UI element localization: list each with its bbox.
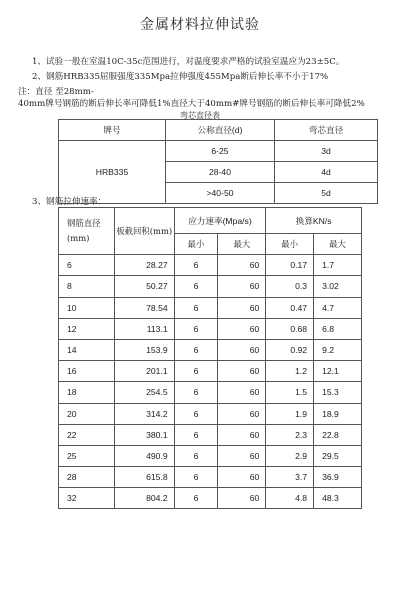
t2-cell-area: 254.5 [114,382,174,403]
t2-cell-area: 78.54 [114,297,174,318]
t2-cell-area: 615.8 [114,467,174,488]
t2-header-diameter: 钢筋直径(mm) [59,208,115,255]
table-row [59,361,362,382]
t2-cell-kn-max: 15.3 [314,382,362,403]
t2-header-stress-rate: 应力速率(Mpa/s) [174,208,266,234]
t2-cell-diameter: 25 [59,445,115,466]
t2-header-min: 最小 [266,234,314,255]
t2-cell-rate-max: 60 [218,445,266,466]
t1-range: 28-40 [166,162,275,183]
table-row [59,488,362,509]
t1-mandrel: 5d [275,183,378,204]
t2-cell-rate-min: 6 [174,445,218,466]
t1-header-mandrel: 弯芯直径 [275,120,378,141]
t1-mandrel: 3d [275,141,378,162]
t2-cell-rate-max: 60 [218,424,266,445]
t2-cell-kn-min: 1.2 [266,361,314,382]
t2-cell-rate-max: 60 [218,276,266,297]
table1-caption: 弯芯直径表 [180,111,220,120]
t2-cell-diameter: 18 [59,382,115,403]
t2-cell-kn-min: 0.92 [266,339,314,360]
t2-cell-kn-max: 36.9 [314,467,362,488]
t2-cell-area: 314.2 [114,403,174,424]
t2-cell-area: 50.27 [114,276,174,297]
t1-range: >40-50 [166,183,275,204]
t2-cell-area: 153.9 [114,339,174,360]
t2-cell-kn-min: 0.3 [266,276,314,297]
t2-cell-rate-max: 60 [218,403,266,424]
t1-grade: HRB335 [59,141,166,204]
t2-cell-rate-max: 60 [218,318,266,339]
t2-cell-rate-max: 60 [218,339,266,360]
t2-cell-kn-min: 2.3 [266,424,314,445]
table-row [59,382,362,403]
t2-cell-kn-min: 1.5 [266,382,314,403]
t2-cell-rate-min: 6 [174,467,218,488]
t2-cell-kn-max: 6.8 [314,318,362,339]
t2-cell-kn-min: 0.17 [266,255,314,276]
table-row [59,297,362,318]
t2-header-area: 板截回积(mm) [114,208,174,255]
t2-cell-diameter: 6 [59,255,115,276]
t2-header-max: 最大 [314,234,362,255]
t1-range: 6-25 [166,141,275,162]
t2-cell-kn-min: 0.68 [266,318,314,339]
t2-cell-kn-min: 0.47 [266,297,314,318]
t2-cell-kn-max: 48.3 [314,488,362,509]
t2-cell-kn-min: 2.9 [266,445,314,466]
t2-cell-rate-max: 60 [218,382,266,403]
t2-cell-kn-max: 9.2 [314,339,362,360]
t1-header-diameter: 公称直径(d) [166,120,275,141]
t2-cell-diameter: 12 [59,318,115,339]
t2-cell-kn-max: 18.9 [314,403,362,424]
mandrel-diameter-table [58,119,378,204]
note-hrb335: 2、钢筋HRB335屈服强度335Mpa拉伸强度455Mpa断后伸长率不小于17% [32,72,329,82]
t2-cell-rate-min: 6 [174,318,218,339]
t1-mandrel: 4d [275,162,378,183]
page-title: 金属材料拉伸试验 [140,17,260,33]
note-diameter: 注：直径 至28mm- [18,87,94,97]
t2-cell-diameter: 16 [59,361,115,382]
t2-cell-diameter: 10 [59,297,115,318]
table-row [59,339,362,360]
t2-cell-kn-max: 4.7 [314,297,362,318]
t2-cell-kn-min: 4.8 [266,488,314,509]
table-row [59,318,362,339]
note-elongation: 40mm牌号钢筋的断后伸长率可降低1%直径大于40mm#牌号钢筋的断后伸长率可降低2% [18,99,365,109]
t2-cell-rate-min: 6 [174,255,218,276]
t2-cell-rate-max: 60 [218,297,266,318]
t2-cell-rate-min: 6 [174,339,218,360]
table-row [59,445,362,466]
t2-cell-kn-max: 12.1 [314,361,362,382]
table-row [59,424,362,445]
t2-cell-rate-min: 6 [174,297,218,318]
t2-header-min: 最小 [174,234,218,255]
note-temperature: 1、试验一般在室温10C-35c范围进行，对温度要求严格的试验室温应为23±5C。 [32,57,345,67]
t2-cell-rate-max: 60 [218,255,266,276]
t2-cell-rate-min: 6 [174,361,218,382]
t2-cell-kn-max: 3.02 [314,276,362,297]
t2-cell-rate-min: 6 [174,488,218,509]
t2-cell-kn-max: 22.8 [314,424,362,445]
t2-cell-diameter: 14 [59,339,115,360]
t2-header-conversion: 换算KN/s [266,208,362,234]
t2-cell-diameter: 32 [59,488,115,509]
t2-cell-kn-min: 1.9 [266,403,314,424]
t2-cell-rate-min: 6 [174,276,218,297]
table-row [59,255,362,276]
t2-cell-area: 804.2 [114,488,174,509]
t2-cell-rate-max: 60 [218,361,266,382]
t2-cell-rate-max: 60 [218,467,266,488]
section3-heading: 3、钢筋拉伸速率： [32,197,107,207]
t2-cell-rate-min: 6 [174,382,218,403]
t2-cell-rate-min: 6 [174,403,218,424]
t2-cell-diameter: 22 [59,424,115,445]
t2-cell-kn-max: 29.5 [314,445,362,466]
table-row [59,467,362,488]
t2-cell-area: 113.1 [114,318,174,339]
tensile-rate-table [58,207,362,509]
t2-cell-rate-max: 60 [218,488,266,509]
t2-cell-diameter: 28 [59,467,115,488]
t2-cell-kn-min: 3.7 [266,467,314,488]
t2-cell-kn-max: 1.7 [314,255,362,276]
table-row [59,276,362,297]
table-row [59,403,362,424]
t2-cell-area: 201.1 [114,361,174,382]
t2-cell-diameter: 8 [59,276,115,297]
t2-cell-area: 380.1 [114,424,174,445]
t2-cell-area: 28.27 [114,255,174,276]
t1-header-grade: 牌号 [59,120,166,141]
t2-cell-diameter: 20 [59,403,115,424]
t2-cell-area: 490.9 [114,445,174,466]
t2-cell-rate-min: 6 [174,424,218,445]
t2-header-max: 最大 [218,234,266,255]
